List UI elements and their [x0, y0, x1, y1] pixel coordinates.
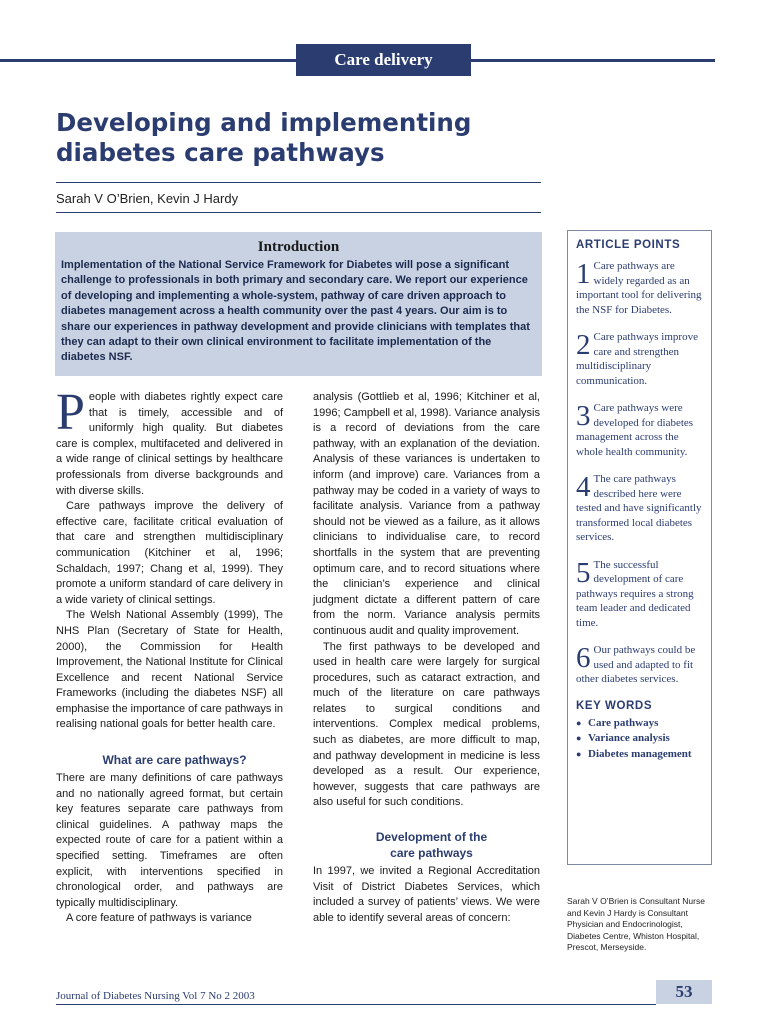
key-word: ● Care pathways	[576, 716, 705, 732]
point-text: The care pathways described here were tested and have significantly transformed local diabetes services.	[576, 473, 702, 543]
paragraph: The Welsh National Assembly (1999), The NHS Plan (Secretary of State for Health, 2000), the Commission for Health Improvement, the National Institute for Clinical Excellence and recent National Service Frameworks (including the diabetes NSF) all emphasise the importance of care pathways in realising national goals for better health care.	[56, 609, 283, 731]
point-text: Our pathways could be used and adapted to fit other diabetes services.	[576, 644, 696, 685]
authors-divider	[56, 212, 541, 213]
page-number: 53	[656, 980, 712, 1004]
article-point	[576, 643, 705, 687]
author-affiliation: Sarah V O’Brien is Consultant Nurse and Kevin J Hardy is Consultant Physician and Endocrinologist, Diabetes Centre, Whiston Hospital, Prescot, Merseyside.	[567, 896, 705, 952]
point-text: Care pathways are widely regarded as an important tool for delivering the NSF for Diabetes.	[576, 260, 702, 316]
subheading-what-are-care-pathways: What are care pathways?	[102, 753, 247, 768]
key-words-heading: KEY WORDS	[576, 699, 653, 712]
point-number: 1	[576, 258, 591, 290]
point-number: 3	[576, 400, 591, 432]
article-points-box	[567, 230, 712, 865]
point-text: Care pathways improve care and strengthen multidisciplinary communication.	[576, 331, 698, 387]
article-point	[576, 558, 705, 631]
subheading-development	[313, 829, 540, 861]
article-point	[576, 259, 705, 317]
body-column-2	[313, 390, 540, 926]
header-rule-left	[0, 59, 296, 62]
key-word: ● Variance analysis	[576, 731, 705, 747]
point-number: 6	[576, 642, 591, 674]
point-number: 4	[576, 471, 591, 503]
section-tag: Care delivery	[296, 44, 471, 76]
paragraph: In 1997, we invited a Regional Accreditation Visit of District Diabetes Services, which included a survey of patients’ views. We were able to identify several areas of concern:	[313, 865, 540, 924]
footer-rule	[56, 1004, 656, 1005]
paragraph: A core feature of pathways is variance	[66, 912, 252, 925]
article-point	[576, 330, 705, 388]
paragraph	[56, 384, 283, 499]
paragraph: The first pathways to be developed and used in health care were largely for surgical procedures, such as cataract extraction, and much of the literature on care pathways relates to surgical conditions and interventions. Complex medical problems, such as diabetes, are more difficult to map, and pathway development in medicine is less developed as a result. Our experience, however, suggests that care pathways are also useful for such conditions.	[313, 640, 540, 809]
subheading-line: Development of the	[375, 830, 488, 845]
point-text: The successful development of care pathways requires a strong team leader and dedicated time.	[576, 558, 694, 629]
point-number: 2	[576, 329, 591, 361]
journal-footer: Journal of Diabetes Nursing Vol 7 No 2 2003	[56, 990, 255, 1002]
article-points-heading: ARTICLE POINTS	[576, 239, 681, 251]
authors: Sarah V O’Brien, Kevin J Hardy	[56, 191, 239, 206]
point-number: 5	[576, 556, 591, 589]
article-title: Developing and implementing diabetes care pathways	[56, 108, 472, 167]
introduction-text: Implementation of the National Service Framework for Diabetes will pose a significant challenge to professionals in both primary and secondary care. We report our experience of developing and implementing a whole-system, pathway of care driven approach to diabetes management across a health community over the past 4 years. Our aim is to share our experiences in pathway development and provide clinicians with templates that they can adapt to their own clinical environment to facilitate implementation of the diabetes NSF.	[61, 259, 530, 364]
introduction-box	[55, 232, 542, 376]
paragraph: analysis (Gottlieb et al, 1996; Kitchiner et al, 1996; Campbell et al, 1998). Variance analysis is a record of deviations from the care pathway, with an explanation of the deviation. Analysis of these variances is undertaken to inform (and improve) care. Variances from a pathway may be coded in a variety of ways to facilitate analysis. Variance from a pathway should not be viewed as a failure, as it allows clinicians to individualise care, to record shortfalls in the system that are preventing optimum care, and to record situations where the clinician’s experience and clinical judgment dictate a different pattern of care from the norm. Variance analysis permits continuous audit and quality improvement.	[313, 391, 540, 637]
introduction-heading: Introduction	[257, 239, 340, 255]
paragraph-text: eople with diabetes rightly expect care that is timely, accessible and of uniformly high quality. But diabetes care is complex, multifaceted and delivered in a wide range of clinical settings by healthcare professionals from diverse backgrounds and with diverse skills.	[56, 391, 283, 497]
paragraph: There are many definitions of care pathways and no nationally agreed format, but certain key features separate care pathways from clinical guidelines. A pathway maps the expected route of care for a patient within a specified setting. Timeframes are often explicit, with interventions specified in chronological order, and pathways are typically multidisciplinary.	[56, 772, 283, 909]
article-point	[576, 401, 705, 459]
point-text: Care pathways were developed for diabetes management across the whole health community.	[576, 402, 694, 458]
key-word: ● Diabetes management	[576, 747, 705, 763]
title-divider	[56, 182, 541, 183]
subheading-line: care pathways	[390, 846, 473, 861]
key-words-list	[576, 716, 705, 763]
drop-cap: P	[56, 384, 85, 441]
header-rule-right	[471, 59, 715, 62]
article-point	[576, 472, 705, 545]
paragraph: Care pathways improve the delivery of effective care, facilitate critical evaluation of that care and strengthen multidisciplinary communication (Kitchiner et al, 1996; Schaldach, 1997; Chang et al, 1999). They promote a uniform standard of care delivery in a wide variety of clinical settings.	[56, 500, 283, 606]
body-column-1	[56, 384, 283, 927]
